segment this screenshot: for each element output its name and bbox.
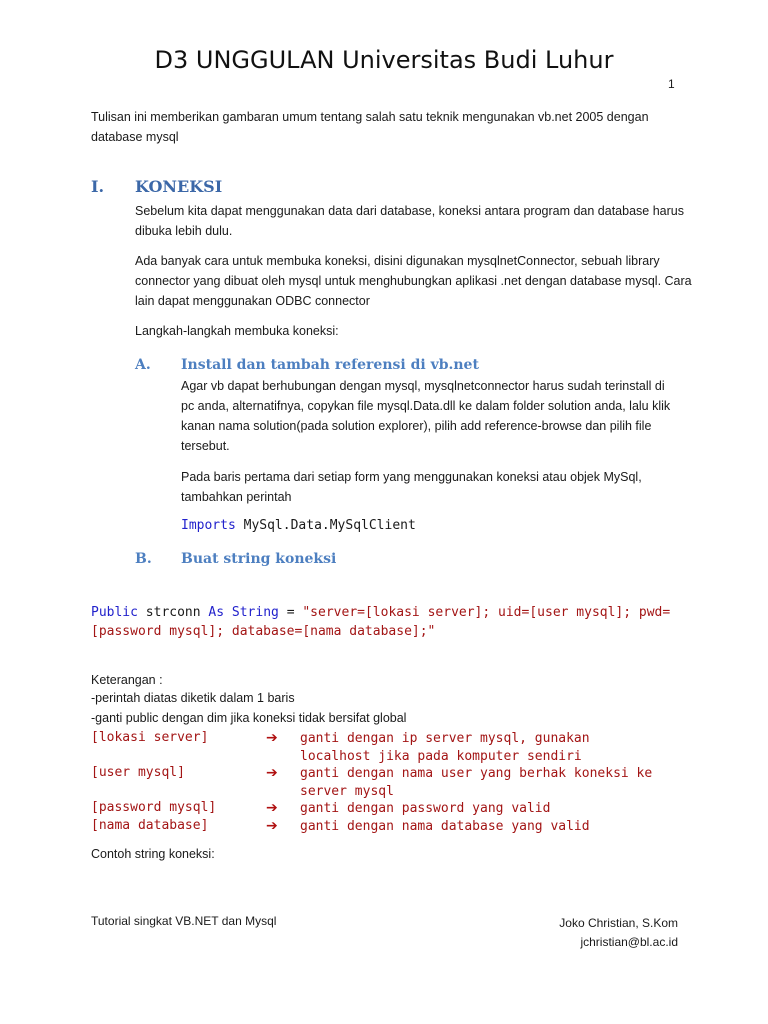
document-title: D3 UNGGULAN Universitas Budi Luhur	[154, 46, 614, 74]
right-arrow-icon: ➔	[266, 729, 278, 745]
footer-email: jchristian@bl.ac.id	[580, 935, 678, 949]
subsection-b-heading: Buat string koneksi	[181, 551, 337, 567]
footer-author: Joko Christian, S.Kom	[559, 916, 678, 930]
public-keyword: Public	[91, 605, 138, 620]
note-term: [password mysql]	[91, 800, 217, 815]
imports-code-line	[181, 518, 416, 533]
imports-namespace: MySql.Data.MySqlClient	[235, 518, 416, 533]
section-paragraph-2: Ada banyak cara untuk membuka koneksi, disini digunakan mysqlnetConnector, sebuah library connector yang dibuat oleh mysql untuk menghubungkan aplikasi .net dengan database mysql. Cara lain dapat menggunakan ODBC connector	[135, 254, 692, 308]
connection-string-value: "server=[lokasi server]; uid=[user mysql]; pwd=[password mysql]; database=[nama database];"	[91, 605, 671, 639]
subsection-a-heading: Install dan tambah referensi di vb.net	[181, 357, 479, 373]
right-arrow-icon: ➔	[266, 799, 278, 815]
subsection-a-number: A.	[135, 357, 151, 373]
section-number: I.	[91, 177, 105, 196]
intro-paragraph: Tulisan ini memberikan gambaran umum tentang salah satu teknik mengunakan vb.net 2005 dengan database mysql	[91, 110, 649, 144]
footer-title: Tutorial singkat VB.NET dan Mysql	[91, 914, 277, 928]
note-description: ganti dengan password yang valid	[300, 801, 551, 816]
right-arrow-icon: ➔	[266, 764, 278, 780]
section-paragraph-1: Sebelum kita dapat menggunakan data dari database, koneksi antara program dan database harus dibuka lebih dulu.	[135, 204, 684, 238]
note-term: [lokasi server]	[91, 730, 209, 745]
notes-title: Keterangan :	[91, 673, 163, 687]
section-paragraph-3: Langkah-langkah membuka koneksi:	[135, 324, 339, 338]
imports-keyword: Imports	[181, 518, 236, 533]
subsection-b-number: B.	[135, 551, 152, 567]
string-keyword: String	[231, 605, 279, 620]
note-description: ganti dengan ip server mysql, gunakan localhost jika pada komputer sendiri	[300, 731, 590, 764]
footer-author-block	[559, 914, 678, 952]
right-arrow-icon: ➔	[266, 817, 278, 833]
note-term: [user mysql]	[91, 765, 185, 780]
note-line-1: -perintah diatas diketik dalam 1 baris	[91, 691, 295, 705]
note-term: [nama database]	[91, 818, 209, 833]
equals-sign: =	[278, 605, 303, 620]
example-heading: Contoh string koneksi:	[91, 847, 215, 861]
subsection-a-paragraph-2: Pada baris pertama dari setiap form yang menggunakan koneksi atau objek MySql, tambahkan perintah	[181, 470, 642, 504]
variable-name: strconn	[137, 605, 209, 620]
connection-string-code	[91, 603, 681, 641]
note-line-2: -ganti public dengan dim jika koneksi tidak bersifat global	[91, 711, 407, 725]
code-space	[224, 605, 232, 620]
subsection-a-paragraph-1: Agar vb dapat berhubungan dengan mysql, mysqlnetconnector harus sudah terinstall di pc anda, alternatifnya, copykan file mysql.Data.dll ke dalam folder solution anda, lalu klik kanan nama solution(pada solution explorer), pilih add reference-browse dan pilih file tersebut.	[181, 379, 671, 453]
as-keyword: As	[208, 605, 225, 620]
section-heading: KONEKSI	[135, 177, 223, 196]
page-number: 1	[668, 77, 675, 91]
note-description: ganti dengan nama database yang valid	[300, 819, 590, 834]
note-description: ganti dengan nama user yang berhak koneksi ke server mysql	[300, 766, 653, 799]
